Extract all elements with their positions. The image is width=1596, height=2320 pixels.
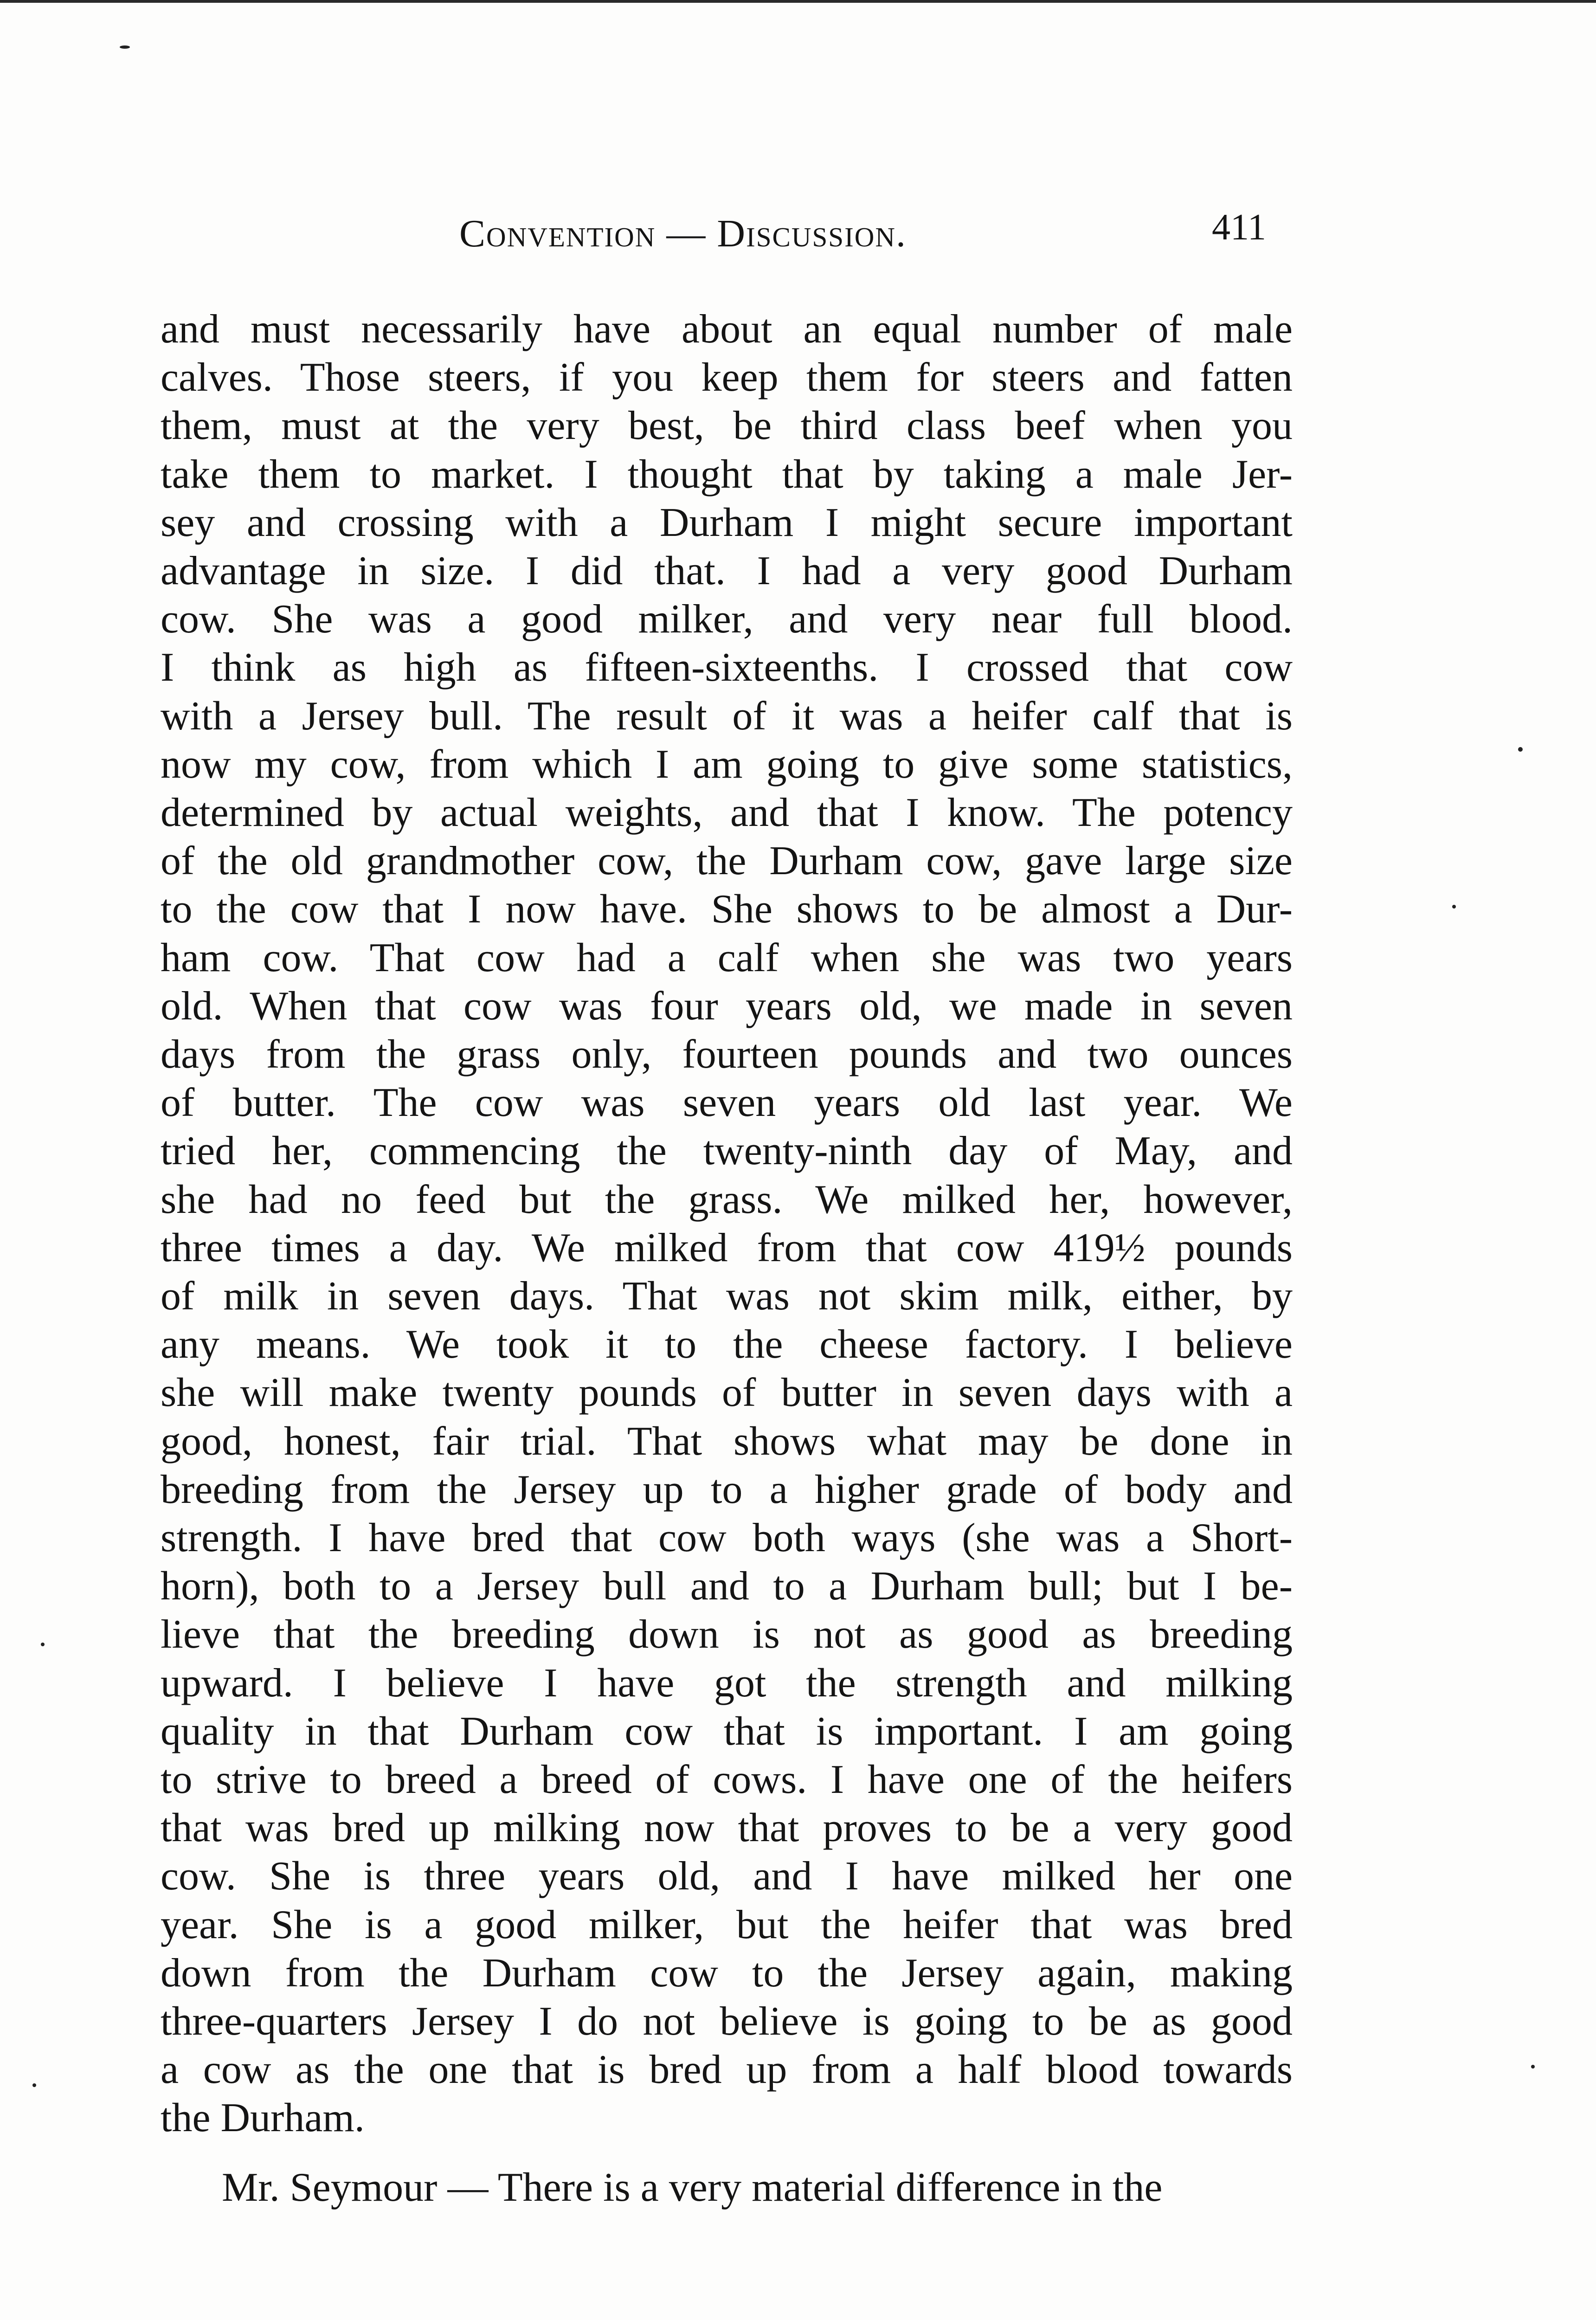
text-line: to strive to breed a breed of cows. I have one of the heifers: [161, 1757, 1293, 1802]
text-line: upward. I believe I have got the strength and milking: [161, 1661, 1293, 1706]
text-line: horn), both to a Jersey bull and to a Durham bull; but I be-: [161, 1564, 1293, 1609]
text-line: sey and crossing with a Durham I might secure important: [161, 500, 1293, 545]
scan-speck: [1531, 2065, 1535, 2069]
running-head: Convention — Discussion.: [459, 212, 907, 255]
closing-paragraph-text: There is a very material difference in the: [497, 2165, 1163, 2210]
text-line: lieve that the breeding down is not as good as breeding: [161, 1612, 1293, 1657]
text-line: good, honest, fair trial. That shows what may be done in: [161, 1419, 1293, 1464]
speaker-separator: —: [437, 2165, 498, 2210]
closing-paragraph-line: [222, 2165, 1293, 2211]
text-line: she will make twenty pounds of butter in seven days with a: [161, 1370, 1293, 1415]
text-line: old. When that cow was four years old, we made in seven: [161, 984, 1293, 1029]
text-line: and must necessarily have about an equal number of male: [161, 307, 1293, 352]
text-line: of butter. The cow was seven years old last year. We: [161, 1080, 1293, 1125]
text-line: calves. Those steers, if you keep them for steers and fatten: [161, 355, 1293, 400]
text-line: strength. I have bred that cow both ways (she was a Short-: [161, 1515, 1293, 1560]
scan-speck: [1452, 905, 1456, 909]
text-line: them, must at the very best, be third class beef when you: [161, 403, 1293, 448]
text-line: tried her, commencing the twenty-ninth day of May, and: [161, 1128, 1293, 1173]
text-line: with a Jersey bull. The result of it was a heifer calf that is: [161, 694, 1293, 739]
text-line: that was bred up milking now that proves to be a very good: [161, 1805, 1293, 1850]
scan-speck: [120, 45, 130, 49]
text-line: take them to market. I thought that by taking a male Jer-: [161, 452, 1293, 497]
text-line: down from the Durham cow to the Jersey again, making: [161, 1951, 1293, 1996]
text-line: any means. We took it to the cheese factory. I believe: [161, 1322, 1293, 1367]
text-line: three times a day. We milked from that cow 419½ pounds: [161, 1225, 1293, 1270]
text-line: year. She is a good milker, but the heifer that was bred: [161, 1902, 1293, 1947]
text-line: she had no feed but the grass. We milked her, however,: [161, 1177, 1293, 1222]
text-line: a cow as the one that is bred up from a half blood towards: [161, 2047, 1293, 2092]
text-line: advantage in size. I did that. I had a very good Durham: [161, 548, 1293, 593]
text-line: cow. She is three years old, and I have milked her one: [161, 1854, 1293, 1899]
text-line: days from the grass only, fourteen pounds and two ounces: [161, 1032, 1293, 1077]
text-line: three-quarters Jersey I do not believe is going to be as good: [161, 1999, 1293, 2044]
text-line: breeding from the Jersey up to a higher grade of body and: [161, 1467, 1293, 1512]
text-line: the Durham.: [161, 2095, 365, 2140]
text-line: cow. She was a good milker, and very near full blood.: [161, 597, 1293, 642]
scan-speck: [41, 1643, 45, 1646]
scan-speck: [1518, 747, 1523, 752]
text-line: of milk in seven days. That was not skim milk, either, by: [161, 1274, 1293, 1319]
text-line: ham cow. That cow had a calf when she was two years: [161, 935, 1293, 980]
text-line: I think as high as fifteen-sixteenths. I crossed that cow: [161, 645, 1293, 690]
page-top-edge: [0, 0, 1596, 3]
page-number: 411: [1212, 207, 1267, 248]
text-line: quality in that Durham cow that is important. I am going: [161, 1709, 1293, 1754]
text-line: now my cow, from which I am going to give some statistics,: [161, 742, 1293, 787]
scan-speck: [32, 2083, 36, 2087]
speaker-name: Mr. Seymour: [222, 2165, 438, 2210]
text-line: to the cow that I now have. She shows to be almost a Dur-: [161, 887, 1293, 932]
text-line: determined by actual weights, and that I know. The potency: [161, 790, 1293, 835]
text-line: of the old grandmother cow, the Durham cow, gave large size: [161, 838, 1293, 883]
